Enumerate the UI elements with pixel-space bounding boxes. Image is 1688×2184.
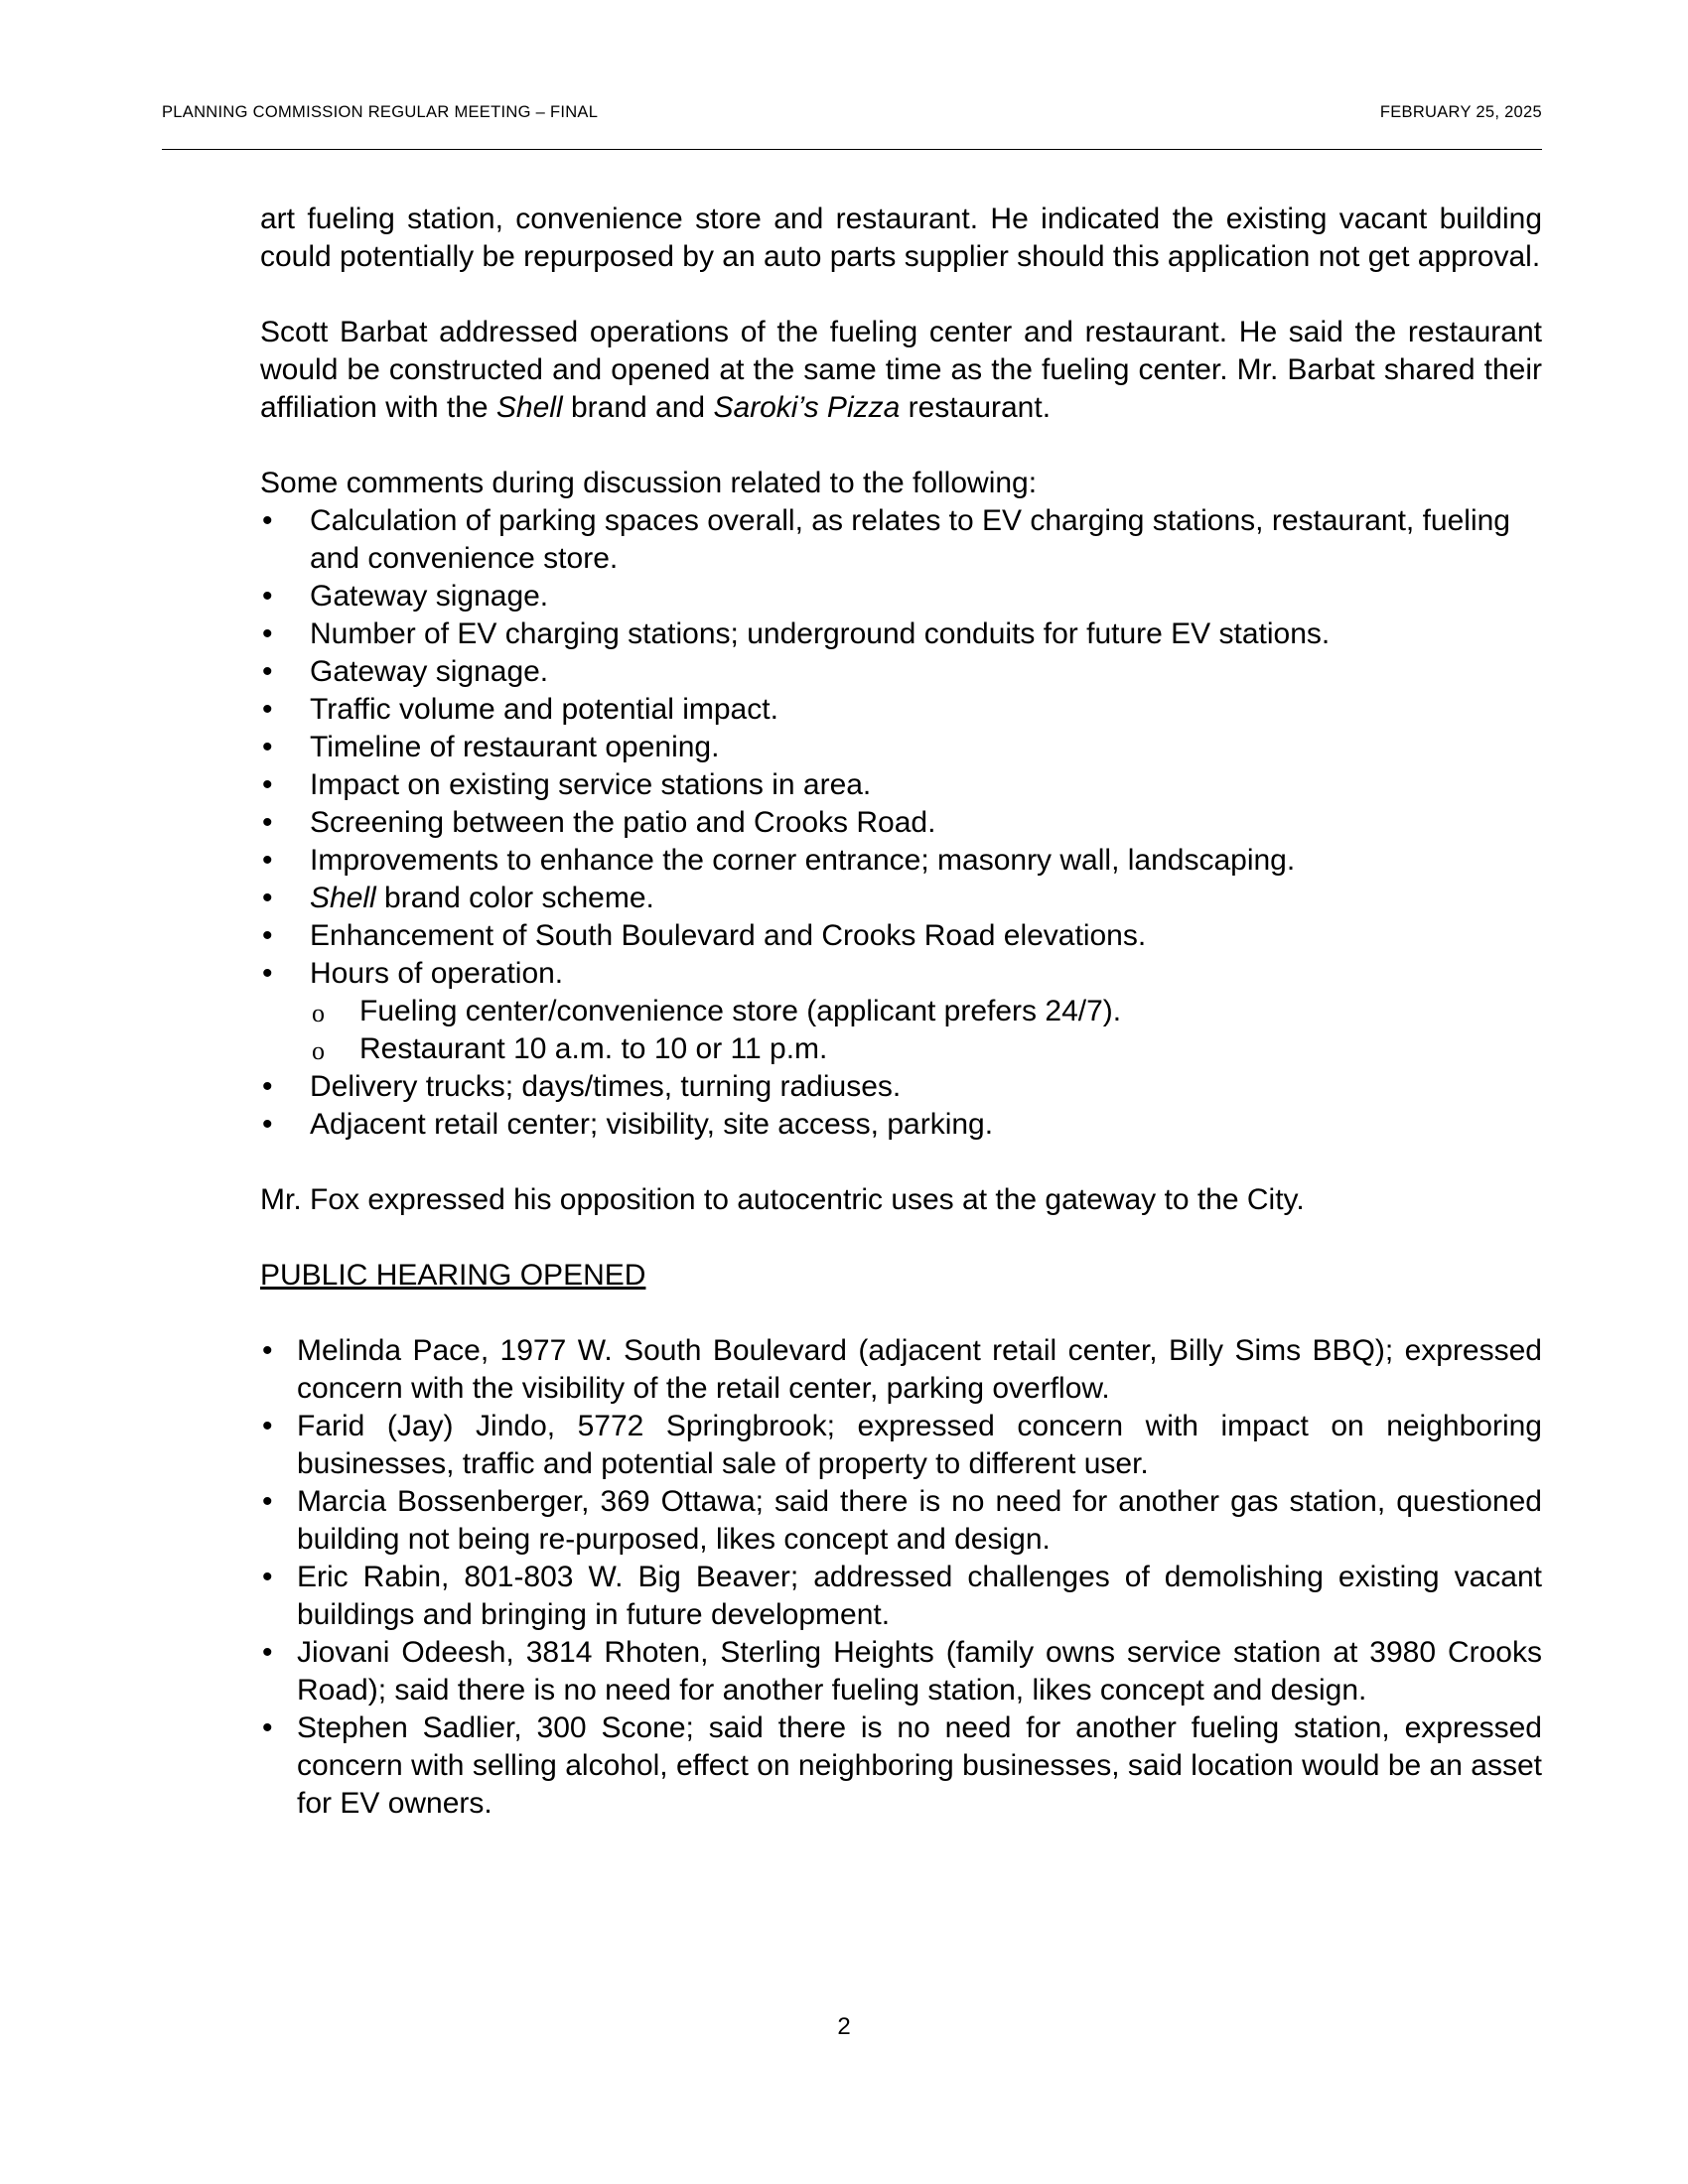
comment-item: • Eric Rabin, 801-803 W. Big Beaver; addressed challenges of demolishing existing vacant buildings and bringing in future development.: [260, 1559, 1542, 1634]
brand-name: Shell: [310, 882, 376, 914]
restaurant-name: Saroki’s Pizza: [713, 391, 901, 424]
list-item: [260, 880, 1542, 917]
list-item: • Calculation of parking spaces overall, as relates to EV charging stations, restaurant, fueling and convenience store.: [260, 502, 1542, 578]
list-item: • Improvements to enhance the corner entrance; masonry wall, landscaping.: [260, 842, 1542, 880]
paragraph-text: restaurant.: [900, 391, 1052, 424]
header-title: PLANNING COMMISSION REGULAR MEETING – FINAL: [162, 103, 599, 121]
list-item-text: Hours of operation.: [310, 957, 564, 990]
list-item: • Adjacent retail center; visibility, site access, parking.: [260, 1106, 1542, 1144]
paragraph-text: Scott Barbat addressed operations of the fueling center and restaurant. He said the restaurant would be constructed and opened at the same time as the fueling center. Mr. Barbat shared their affiliation with the: [260, 316, 1542, 424]
list-item: • Gateway signage.: [260, 578, 1542, 615]
page-number: 2: [837, 2013, 851, 2040]
comment-item: • Stephen Sadlier, 300 Scone; said there is no need for another fueling station, expressed concern with selling alcohol, effect on neighboring businesses, said location would be an asset for EV owners.: [260, 1709, 1542, 1823]
header-rule: [162, 149, 1542, 150]
list-item: • Screening between the patio and Crooks Road.: [260, 804, 1542, 842]
header-date: FEBRUARY 25, 2025: [1379, 103, 1542, 121]
discussion-intro: Some comments during discussion related to the following:: [260, 467, 1038, 499]
list-item: • Number of EV charging stations; underground conduits for future EV stations.: [260, 615, 1542, 653]
document-body: [260, 201, 1542, 1823]
list-item: • Enhancement of South Boulevard and Crooks Road elevations.: [260, 917, 1542, 955]
discussion-list: [260, 502, 1542, 1144]
public-comments-list: [260, 1332, 1542, 1823]
comment-item: • Farid (Jay) Jindo, 5772 Springbrook; expressed concern with impact on neighboring businesses, traffic and potential sale of property to different user.: [260, 1408, 1542, 1483]
list-item-text: brand color scheme.: [375, 882, 654, 914]
public-hearing-heading: PUBLIC HEARING OPENED: [260, 1259, 646, 1292]
list-item: • Delivery trucks; days/times, turning radiuses.: [260, 1068, 1542, 1106]
comment-item: • Marcia Bossenberger, 369 Ottawa; said there is no need for another gas station, questioned building not being re-purposed, likes concept and design.: [260, 1483, 1542, 1559]
sublist-item: o Fueling center/convenience store (applicant prefers 24/7).: [310, 993, 1542, 1030]
comment-item: • Melinda Pace, 1977 W. South Boulevard (adjacent retail center, Billy Sims BBQ); expressed concern with the visibility of the retail center, parking overflow.: [260, 1332, 1542, 1408]
brand-name: Shell: [495, 391, 563, 424]
paragraph-continuation: art fueling station, convenience store and restaurant. He indicated the existing vacant building could potentially be repurposed by an auto parts supplier should this application not get approval.: [260, 203, 1542, 273]
list-item: • Impact on existing service stations in area.: [260, 766, 1542, 804]
list-item: • Timeline of restaurant opening.: [260, 729, 1542, 766]
list-item: [260, 955, 1542, 1068]
comment-item: • Jiovani Odeesh, 3814 Rhoten, Sterling Heights (family owns service station at 3980 Crooks Road); said there is no need for another fueling station, likes concept and design.: [260, 1634, 1542, 1709]
sublist-item: o Restaurant 10 a.m. to 10 or 11 p.m.: [310, 1030, 1542, 1068]
hours-sublist: [310, 993, 1542, 1068]
paragraph-barbat: [260, 314, 1542, 427]
list-item: • Gateway signage.: [260, 653, 1542, 691]
fox-statement: Mr. Fox expressed his opposition to autocentric uses at the gateway to the City.: [260, 1183, 1305, 1216]
paragraph-text: brand and: [562, 391, 714, 424]
list-item: • Traffic volume and potential impact.: [260, 691, 1542, 729]
